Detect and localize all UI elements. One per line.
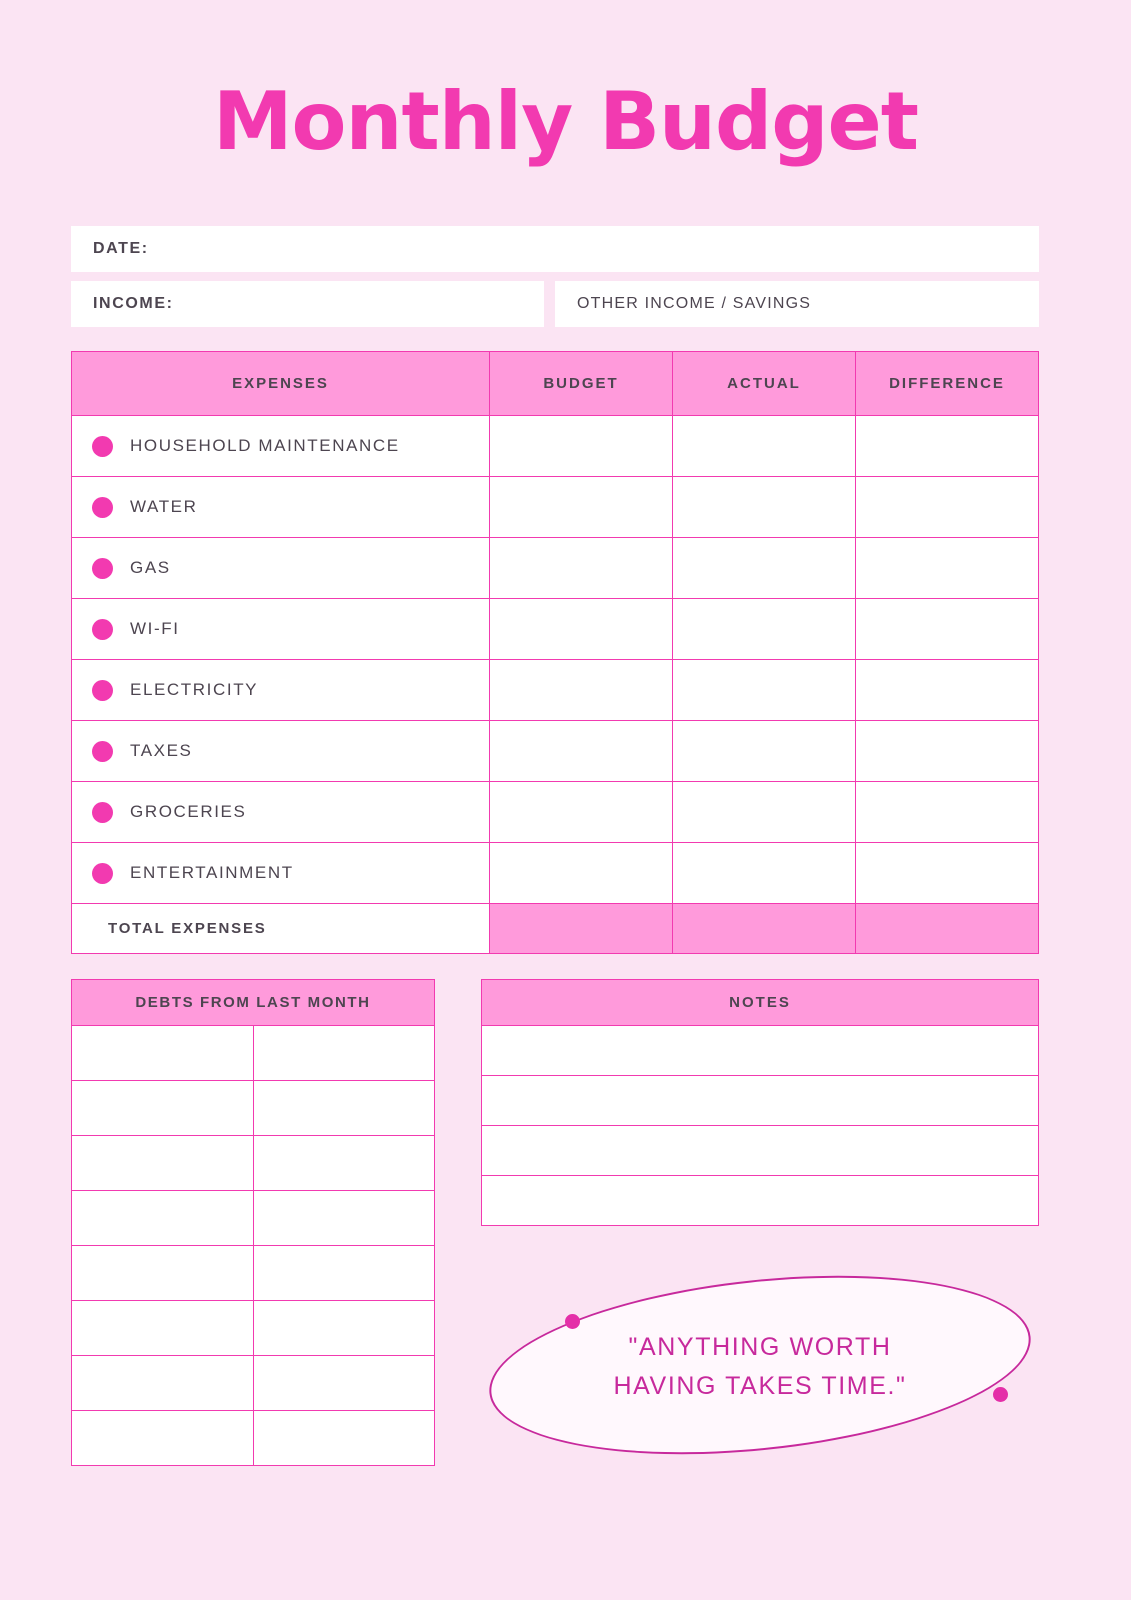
table-row [72,1411,435,1466]
expense-label: HOUSEHOLD MAINTENANCE [130,436,400,455]
expense-actual-cell[interactable] [673,660,856,721]
expense-difference-cell[interactable] [856,477,1039,538]
expense-label: WATER [130,497,198,516]
quote-line-1: "ANYTHING WORTH [628,1333,892,1361]
income-field[interactable] [71,281,544,327]
total-expenses-label-cell [72,904,490,954]
table-row [482,1026,1039,1076]
expense-actual-cell[interactable] [673,721,856,782]
expense-actual-cell[interactable] [673,599,856,660]
bullet-icon [92,497,113,518]
total-expenses-row [72,904,1039,954]
bullet-icon [92,558,113,579]
notes-line[interactable] [482,1076,1039,1126]
expense-budget-cell[interactable] [490,599,673,660]
expense-difference-cell[interactable] [856,721,1039,782]
expense-budget-cell[interactable] [490,477,673,538]
expense-actual-cell[interactable] [673,538,856,599]
table-row [72,1136,435,1191]
bullet-icon [92,863,113,884]
expense-label: ELECTRICITY [130,680,259,699]
debt-right-cell[interactable] [253,1136,435,1191]
notes-line[interactable] [482,1126,1039,1176]
expense-difference-cell[interactable] [856,416,1039,477]
table-row [72,477,1039,538]
table-row [72,1081,435,1136]
table-row [72,660,1039,721]
debts-table [71,979,435,1466]
expense-budget-cell[interactable] [490,843,673,904]
income-label: INCOME: [93,295,174,312]
page-title: Monthly Budget [212,75,919,168]
table-row [72,538,1039,599]
debts-header-row [72,980,435,1026]
expense-label: ENTERTAINMENT [130,863,294,882]
debt-left-cell[interactable] [72,1246,254,1301]
debt-right-cell[interactable] [253,1411,435,1466]
table-row [72,1246,435,1301]
debt-left-cell[interactable] [72,1136,254,1191]
table-row [72,1356,435,1411]
bullet-icon [92,741,113,762]
table-row [72,721,1039,782]
expenses-header-difference: DIFFERENCE [856,352,1039,416]
debt-right-cell[interactable] [253,1081,435,1136]
bullet-icon [92,619,113,640]
expense-name-cell [72,599,490,660]
table-row [72,416,1039,477]
table-row [482,1126,1039,1176]
table-row [72,1301,435,1356]
expense-actual-cell[interactable] [673,477,856,538]
expense-name-cell [72,660,490,721]
date-field[interactable] [71,226,1039,272]
expense-name-cell [72,782,490,843]
expense-actual-cell[interactable] [673,782,856,843]
expense-budget-cell[interactable] [490,416,673,477]
total-difference-cell[interactable] [856,904,1039,954]
other-income-label: OTHER INCOME / SAVINGS [577,295,812,312]
expense-name-cell [72,416,490,477]
debt-left-cell[interactable] [72,1411,254,1466]
expense-budget-cell[interactable] [490,782,673,843]
debts-title: DEBTS FROM LAST MONTH [72,980,435,1026]
total-expenses-label: TOTAL EXPENSES [108,920,267,937]
expense-name-cell [72,843,490,904]
expense-name-cell [72,538,490,599]
bullet-icon [92,436,113,457]
quote-block [480,1272,1040,1472]
table-row [72,843,1039,904]
bullet-icon [92,802,113,823]
debt-left-cell[interactable] [72,1356,254,1411]
expenses-table [71,351,1039,954]
expense-label: GROCERIES [130,802,247,821]
debt-right-cell[interactable] [253,1246,435,1301]
debt-left-cell[interactable] [72,1026,254,1081]
expenses-header-row [72,352,1039,416]
debt-right-cell[interactable] [253,1301,435,1356]
date-label: DATE: [93,240,149,257]
expenses-header-budget: BUDGET [490,352,673,416]
expense-difference-cell[interactable] [856,660,1039,721]
expense-budget-cell[interactable] [490,721,673,782]
quote-dot-icon [565,1314,580,1329]
notes-table [481,979,1039,1226]
expense-label: TAXES [130,741,193,760]
expense-budget-cell[interactable] [490,538,673,599]
expense-difference-cell[interactable] [856,782,1039,843]
total-actual-cell[interactable] [673,904,856,954]
table-row [482,1076,1039,1126]
expense-label: GAS [130,558,171,577]
expense-name-cell [72,477,490,538]
quote-text [480,1328,1040,1406]
expense-actual-cell[interactable] [673,416,856,477]
debt-left-cell[interactable] [72,1301,254,1356]
table-row [72,1191,435,1246]
expense-name-cell [72,721,490,782]
table-row [72,1026,435,1081]
debt-right-cell[interactable] [253,1026,435,1081]
other-income-field[interactable] [555,281,1039,327]
expense-difference-cell[interactable] [856,538,1039,599]
notes-title: NOTES [482,980,1039,1026]
notes-line[interactable] [482,1176,1039,1226]
bullet-icon [92,680,113,701]
table-row [482,1176,1039,1226]
expense-label: WI-FI [130,619,180,638]
debt-left-cell[interactable] [72,1081,254,1136]
notes-header-row [482,980,1039,1026]
notes-line[interactable] [482,1026,1039,1076]
debt-left-cell[interactable] [72,1191,254,1246]
quote-line-2: HAVING TAKES TIME." [613,1371,907,1400]
expense-actual-cell[interactable] [673,843,856,904]
table-row [72,599,1039,660]
table-row [72,782,1039,843]
expense-difference-cell[interactable] [856,599,1039,660]
debt-right-cell[interactable] [253,1191,435,1246]
total-budget-cell[interactable] [490,904,673,954]
expense-budget-cell[interactable] [490,660,673,721]
expense-difference-cell[interactable] [856,843,1039,904]
expenses-header-actual: ACTUAL [673,352,856,416]
debt-right-cell[interactable] [253,1356,435,1411]
expenses-header-expenses: EXPENSES [72,352,490,416]
